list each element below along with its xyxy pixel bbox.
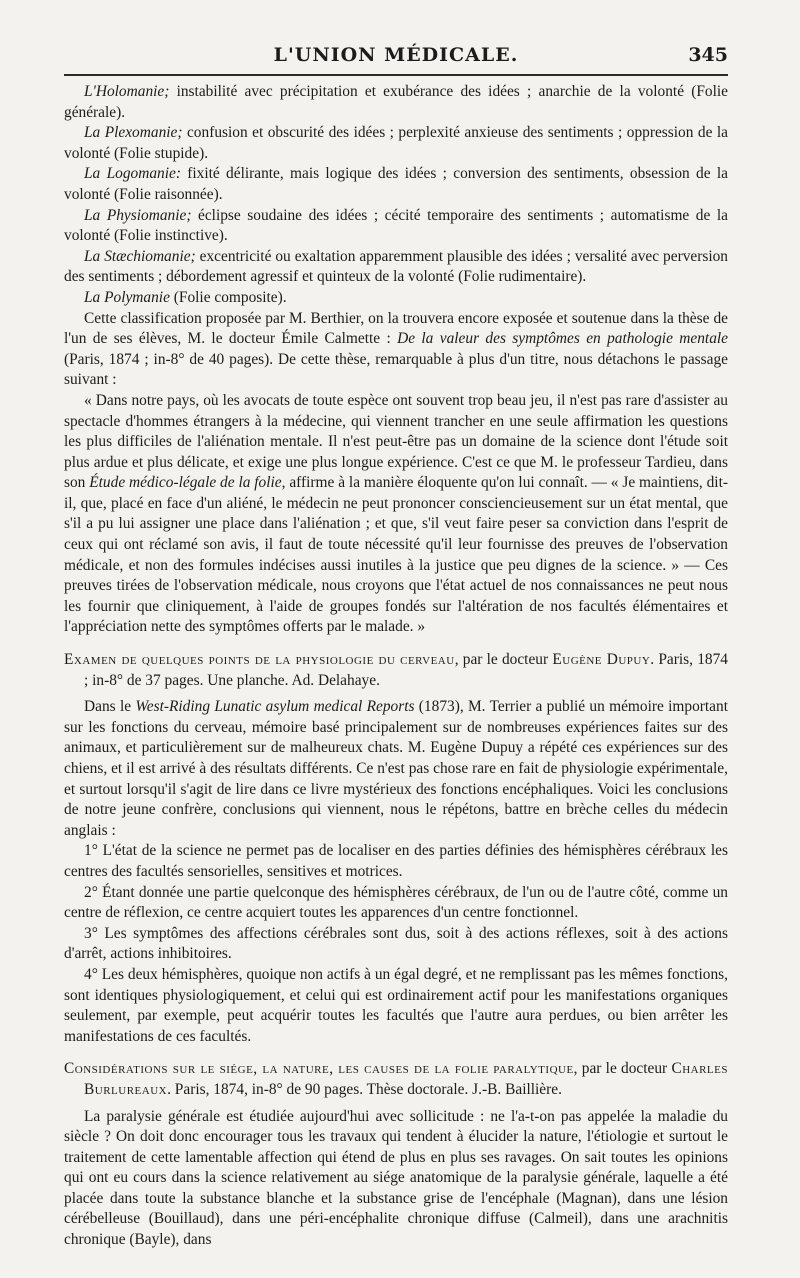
classification-item <box>64 247 728 288</box>
classification-term: La Plexomanie; <box>84 124 183 142</box>
conclusion-item: 1° L'état de la science ne permet pas de localiser en des parties définies des hémisphères cérébraux les centres des facultés sensorielles, sensitives et motrices. <box>64 842 728 880</box>
page-number: 345 <box>688 44 728 66</box>
classification-description: confusion et obscurité des idées ; perplexité anxieuse des sentiments ; oppression de la volonté (Folie stupide). <box>64 124 729 162</box>
classification-item <box>64 164 728 205</box>
review-author: Charles Burlureaux <box>84 1060 728 1098</box>
dupuy-paragraph: Dans le West-Riding Lunatic asylum medical Reports (1873), M. Terrier a publié un mémoire important sur les fonctions du cerveau, mémoire basé principalement sur de nombreuses expériences faites sur des animaux, et particulièrement sur de malheureux chats. M. Eugène Dupuy a répété ces expériences sur des chiens, et il est arrivé à des résultats différents. Ce n'est pas chose rare en fait de physiologie expérimentale, et surtout lorsqu'il s'agit de lire dans ce livre mystérieux des fonctions encéphaliques. Voici les conclusions de notre jeune confrère, conclusions qui viennent, nous le répétons, battre en brèche celles du médecin anglais : <box>64 698 728 839</box>
classification-item <box>64 206 728 247</box>
conclusion-item: 3° Les symptômes des affections cérébrales sont dus, soit à des actions réflexes, soit à des actions d'arrêt, actions inhibitoires. <box>64 924 728 963</box>
classification-description: excentricité ou exaltation apparemment plausible des idées ; versalité avec perversion des sentiments ; débordement agressif et quinteux de la volonté (Folie rudimentaire). <box>64 247 729 286</box>
review-author: Eugène Dupuy <box>552 651 651 669</box>
journal-title: L'UNION MÉDICALE. <box>273 44 519 66</box>
conclusion-item: 2° Étant donnée une partie quelconque des hémisphères cérébraux, de l'un ou de l'autre côté, comme un centre de réflexion, ce centre acquiert toutes les apparences d'un centre fonctionnel. <box>64 883 728 922</box>
body-text <box>64 82 728 1251</box>
review-details: . Paris, 1874, in-8° de 90 pages. Thèse doctorale. J.-B. Baillière. <box>167 1080 562 1098</box>
cited-work-title: Étude médico-légale de la folie <box>89 474 282 492</box>
classification-item <box>64 123 728 164</box>
thesis-title: De la valeur des symptômes en pathologie mentale <box>397 330 728 348</box>
classification-term: La Polymanie <box>84 288 170 306</box>
classification-item <box>64 288 728 309</box>
classification-description: éclipse soudaine des idées ; cécité temporaire des sentiments ; automatisme de la volonté (Folie instinctive). <box>64 206 729 245</box>
review-title: Examen de quelques points de la physiologie du cerveau <box>64 651 455 669</box>
quoted-passage: « Dans notre pays, où les avocats de toute espèce ont souvent trop beau jeu, il n'est pas rare d'assister au spectacle d'hommes étrangers à la médecine, qui viennent trancher en une seule affirmation les questions les plus difficiles de l'aliénation mentale. Il n'est peut-être pas un domaine de la science dont l'étude soit plus ardue et plus délicate, et exige une plus longue expérience. C'est ce que M. le professeur Tardieu, dans son Étude médico-légale de la folie, affirme à la manière éloquente qu'on lui connaît. — « Je maintiens, dit-il, que, placé en face d'un aliéné, le médecin ne peut prononcer consciencieusement sur un état mental, que s'il a pu lui assigner une place dans l'aliénation ; et que, s'il veut faire peser sa conviction dans l'esprit de ceux qui ont réclamé son avis, il faut de toute nécessité qu'il leur fournisse des preuves de l'observation médicale, et non des formules indécises aussi inutiles à la justice que peu dignes de la science. » — Ces preuves tirées de l'observation médicale, nous croyons que l'état actuel de nos connaissances ne peut nous les fournir que cliniquement, à l'aide de groupes fondés sur l'altération de nos facultés élémentaires et l'appréciation nette des symptômes offerts par le malade. » <box>64 391 728 636</box>
review-title: Considérations sur le siége, la nature, les causes de la folie paralytique <box>64 1060 574 1078</box>
running-header <box>64 40 728 76</box>
review-details: . Paris, 1874 ; in-8° de 37 pages. Une planche. Ad. Delahaye. <box>84 651 728 689</box>
classification-description: (Folie composite). <box>169 288 287 306</box>
classification-description: instabilité avec précipitation et exubérance des idées ; anarchie de la volonté (Folie générale). <box>64 83 728 121</box>
calmette-paragraph: Cette classification proposée par M. Berthier, on la trouvera encore exposée et soutenue dans la thèse de l'un de ses élèves, M. le docteur Émile Calmette : De la valeur des symptômes en pathologie mentale (Paris, 1874 ; in-8° de 40 pages). De cette thèse, remarquable à plus d'un titre, nous détachons le passage suivant : <box>64 309 728 389</box>
classification-term: La Physiomanie; <box>84 206 192 224</box>
classification-item <box>64 82 728 123</box>
classification-description: fixité délirante, mais logique des idées ; conversion des sentiments, obsession de la volonté (Folie raisonnée). <box>64 165 728 203</box>
review-heading-burlureaux: Considérations sur le siége, la nature, les causes de la folie paralytique, par le docteur Charles Burlureaux. Paris, 1874, in-8° de 90 pages. Thèse doctorale. J.-B. Baillière. <box>64 1060 728 1098</box>
classification-term: La Stæchiomanie; <box>84 247 196 265</box>
classification-term: La Logomanie: <box>84 165 181 183</box>
review-heading-dupuy: Examen de quelques points de la physiologie du cerveau, par le docteur Eugène Dupuy. Paris, 1874 ; in-8° de 37 pages. Une planche. Ad. Delahaye. <box>64 651 728 689</box>
classification-term: L'Holomanie; <box>84 83 170 100</box>
journal-reference: West-Riding Lunatic asylum medical Reports <box>135 698 415 716</box>
conclusion-item: 4° Les deux hémisphères, quoique non actifs à un égal degré, et ne remplissant pas les mêmes fonctions, sont identiques physiologiquement, et celui qui est ordinairement actif pour les manifestations organiques seulement, par exemple, peut acquérir toutes les facultés que l'autre aura perdues, ou bien arrêter les manifestations de ces facultés. <box>64 965 728 1045</box>
paralysis-paragraph: La paralysie générale est étudiée aujourd'hui avec sollicitude : ne l'a-t-on pas appelée la maladie du siècle ? On doit donc encourager tous les travaux qui tendent à élucider la nature, l'étiologie et surtout le traitement de cette lamentable affection qui étend de plus en plus ses ravages. On sait toutes les opinions qui ont eu cours dans la science relativement au siége anatomique de la paralysie générale, laquelle a été placée dans toute la substance blanche et la substance grise de l'encéphale (Magnan), dans une lésion cérébelleuse (Bouillaud), dans une péri-encéphalite chronique diffuse (Calmeil), dans une arachnitis chronique (Bayle), dans <box>64 1107 728 1249</box>
